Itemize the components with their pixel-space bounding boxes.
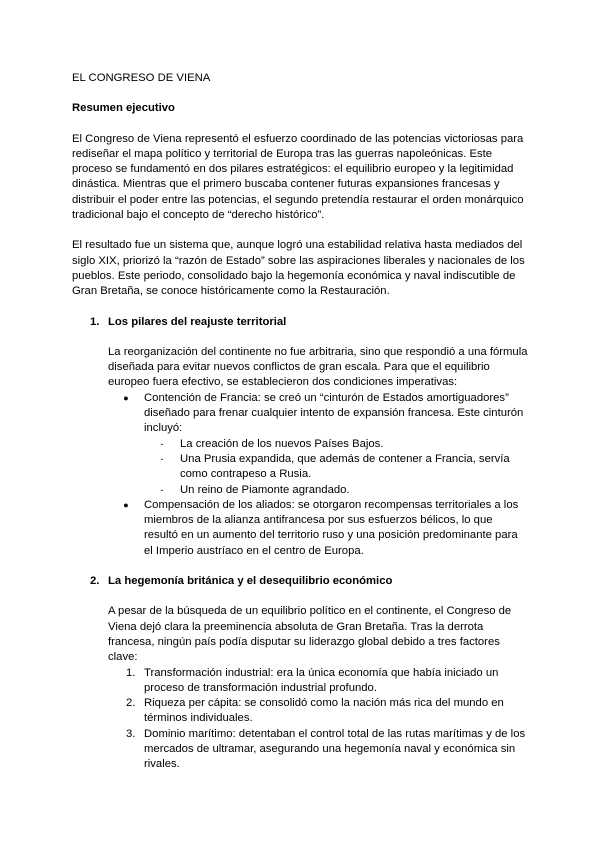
- section-1-title: Los pilares del reajuste territorial: [108, 315, 287, 328]
- summary-paragraph-2: El resultado fue un sistema que, aunque logró una estabilidad relativa hasta mediados del siglo XIX, priorizó la “razón de Estado” sobre las aspiraciones liberales y nacionales de los pueblos. Este periodo, consolidado bajo la hegemonía económica y naval indiscutible de Gran Bretaña, se conoce históricamente como la Restauración.: [72, 239, 525, 298]
- bullet-item: [108, 391, 528, 498]
- section-1-heading: [72, 315, 528, 330]
- section-2-numbered-list: [108, 666, 528, 773]
- section-1-number: 1.: [90, 315, 100, 328]
- section-2-number: 2.: [90, 575, 100, 588]
- sub-item-text: Un reino de Piamonte agrandado.: [180, 483, 350, 496]
- bullet-item: [108, 498, 528, 559]
- dash-marker: -: [160, 438, 164, 449]
- numbered-item: [108, 727, 528, 773]
- numbered-item: [108, 666, 528, 697]
- section-1-intro: La reorganización del continente no fue arbitraria, sino que respondió a una fórmula diseñada para evitar nuevos conflictos de gran escala. Para que el equilibrio europeo fuera efectivo, se establecieron dos condiciones imperativas:: [108, 345, 528, 389]
- numbered-item-text: Riqueza per cápita: se consolidó como la nación más rica del mundo en términos individuales.: [144, 697, 504, 725]
- sub-list: [144, 437, 528, 498]
- numbered-item-text: Dominio marítimo: detentaban el control total de las rutas marítimas y de los mercados de ultramar, asegurando una hegemonía naval y económica sin rivales.: [144, 727, 526, 771]
- numbered-item-text: Transformación industrial: era la única economía que había iniciado un proceso de transformación industrial profundo.: [144, 666, 499, 694]
- summary-paragraph-1: El Congreso de Viena representó el esfuerzo coordinado de las potencias victoriosas para rediseñar el mapa político y territorial de Europa tras las guerras napoleónicas. Este proceso se fundamentó en dos pilares estratégicos: el equilibrio europeo y la legitimidad dinástica. Mientras que el primero buscaba contener futuras expansiones francesas y distribuir el poder entre las potencias, el segundo pretendía restaurar el orden monárquico tradicional bajo el concepto de “derecho histórico”.: [72, 132, 524, 222]
- number-marker: 3.: [126, 727, 136, 740]
- summary-heading: Resumen ejecutivo: [72, 102, 175, 115]
- section-1-bullet-list: [108, 391, 528, 559]
- section-2-intro: A pesar de la búsqueda de un equilibrio político en el continente, el Congreso de Viena dejó clara la preeminencia absoluta de Gran Bretaña. Tras la derrota francesa, ningún país podía disputar su liderazgo global debido a tres factores clave:: [108, 605, 512, 664]
- sub-list-item: [144, 483, 528, 498]
- sub-item-text: Una Prusia expandida, que además de contener a Francia, servía como contrapeso a Rusia.: [180, 452, 510, 481]
- section-2-heading: [72, 574, 528, 589]
- spacer: [108, 559, 528, 574]
- bullet-text: Compensación de los aliados: se otorgaron recompensas territoriales a los miembros de la alianza antifrancesa por sus esfuerzos bélicos, lo que resultó en un aumento del territorio ruso y una posición predominante para el Imperio austríaco en el centro de Europa.: [144, 498, 519, 557]
- number-marker: 1.: [126, 666, 136, 679]
- document-title: EL CONGRESO DE VIENA: [72, 72, 211, 84]
- section-1-body: [108, 345, 528, 574]
- sub-list-item: [144, 452, 528, 483]
- bullet-marker: ●: [123, 392, 129, 403]
- dash-marker: -: [160, 484, 164, 495]
- dash-marker: -: [160, 453, 164, 464]
- bullet-text: Contención de Francia: se creó un “cinturón de Estados amortiguadores” diseñado para frenar cualquier intento de expansión francesa. Este cinturón incluyó:: [144, 391, 524, 435]
- sub-item-text: La creación de los nuevos Países Bajos.: [180, 437, 384, 450]
- bullet-marker: ●: [123, 499, 129, 510]
- section-1: [72, 315, 528, 574]
- sub-list-item: [144, 437, 528, 452]
- section-2: [72, 574, 528, 773]
- numbered-item: [108, 696, 528, 727]
- section-2-body: [108, 604, 528, 772]
- number-marker: 2.: [126, 697, 136, 710]
- section-2-title: La hegemonía británica y el desequilibrio económico: [108, 575, 393, 588]
